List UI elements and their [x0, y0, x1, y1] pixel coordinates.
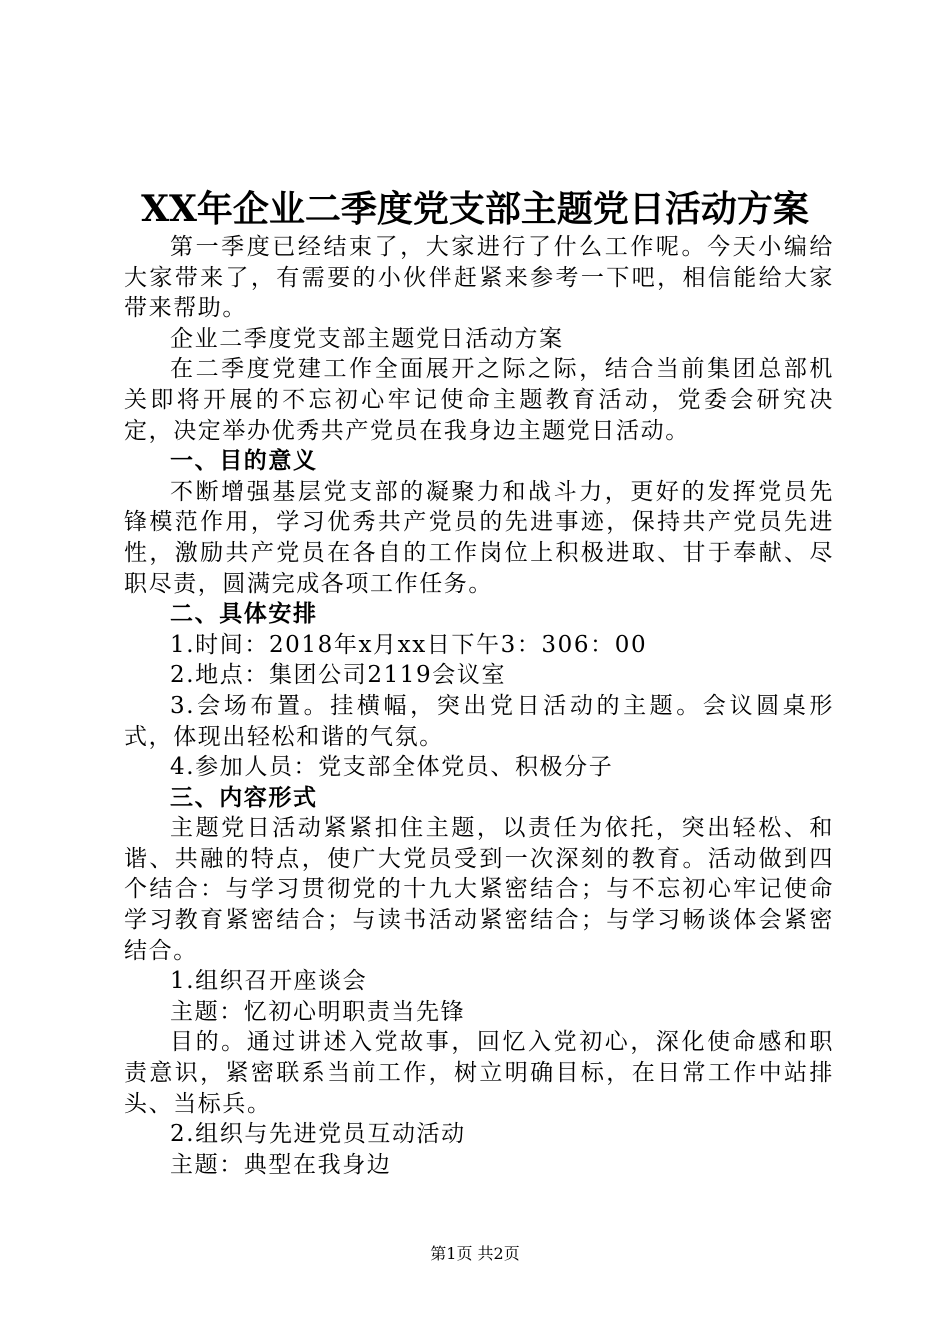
intro-paragraph: 第一季度已经结束了，大家进行了什么工作呢。今天小编给大家带来了，有需要的小伙伴赶紧来参考一下吧，相信能给大家带来帮助。 — [124, 234, 834, 322]
activity-2-title: 2.组织与先进党员互动活动 — [170, 1121, 466, 1148]
subtitle-paragraph: 企业二季度党支部主题党日活动方案 — [170, 325, 564, 352]
document-body — [124, 232, 834, 1180]
section-heading-purpose: 一、目的意义 — [170, 448, 318, 475]
document-title: XX年企业二季度党支部主题党日活动方案 — [141, 188, 809, 230]
activity-1-theme: 主题：忆初心明职责当先锋 — [170, 998, 466, 1025]
purpose-paragraph: 不断增强基层党支部的凝聚力和战斗力，更好的发挥党员先锋模范作用，学习优秀共产党员的先进事迹，保持共产党员先进性，激励共产党员在各自的工作岗位上积极进取、甘于奉献、尽职尽责，圆满完成各项工作任务。 — [124, 478, 834, 597]
page-footer: 第1页 共2页 — [430, 1244, 520, 1263]
activity-1-title: 1.组织召开座谈会 — [170, 968, 368, 995]
activity-2-theme: 主题：典型在我身边 — [170, 1151, 392, 1178]
content-paragraph: 主题党日活动紧紧扣住主题，以责任为依托，突出轻松、和谐、共融的特点，使广大党员受到一次深刻的教育。活动做到四个结合：与学习贯彻党的十九大紧密结合；与不忘初心牢记使命学习教育紧密结合；与读书活动紧密结合；与学习畅谈体会紧密结合。 — [124, 815, 834, 964]
background-paragraph: 在二季度党建工作全面展开之际之际，结合当前集团总部机关即将开展的不忘初心牢记使命主题教育活动，党委会研究决定，决定举办优秀共产党员在我身边主题党日活动。 — [124, 356, 834, 444]
section-heading-arrangement: 二、具体安排 — [170, 601, 318, 628]
activity-1-purpose: 目的。通过讲述入党故事，回忆入党初心，深化使命感和职责意识，紧密联系当前工作，树立明确目标，在日常工作中站排头、当标兵。 — [124, 1029, 834, 1117]
section-heading-content: 三、内容形式 — [170, 784, 318, 811]
arrangement-participants: 4.参加人员：党支部全体党员、积极分子 — [170, 754, 614, 781]
arrangement-venue: 3.会场布置。挂横幅，突出党日活动的主题。会议圆桌形式，体现出轻松和谐的气氛。 — [124, 692, 834, 750]
arrangement-time: 1.时间：2018年x月xx日下午3：306：00 — [170, 631, 648, 658]
arrangement-location: 2.地点：集团公司2119会议室 — [170, 662, 507, 689]
